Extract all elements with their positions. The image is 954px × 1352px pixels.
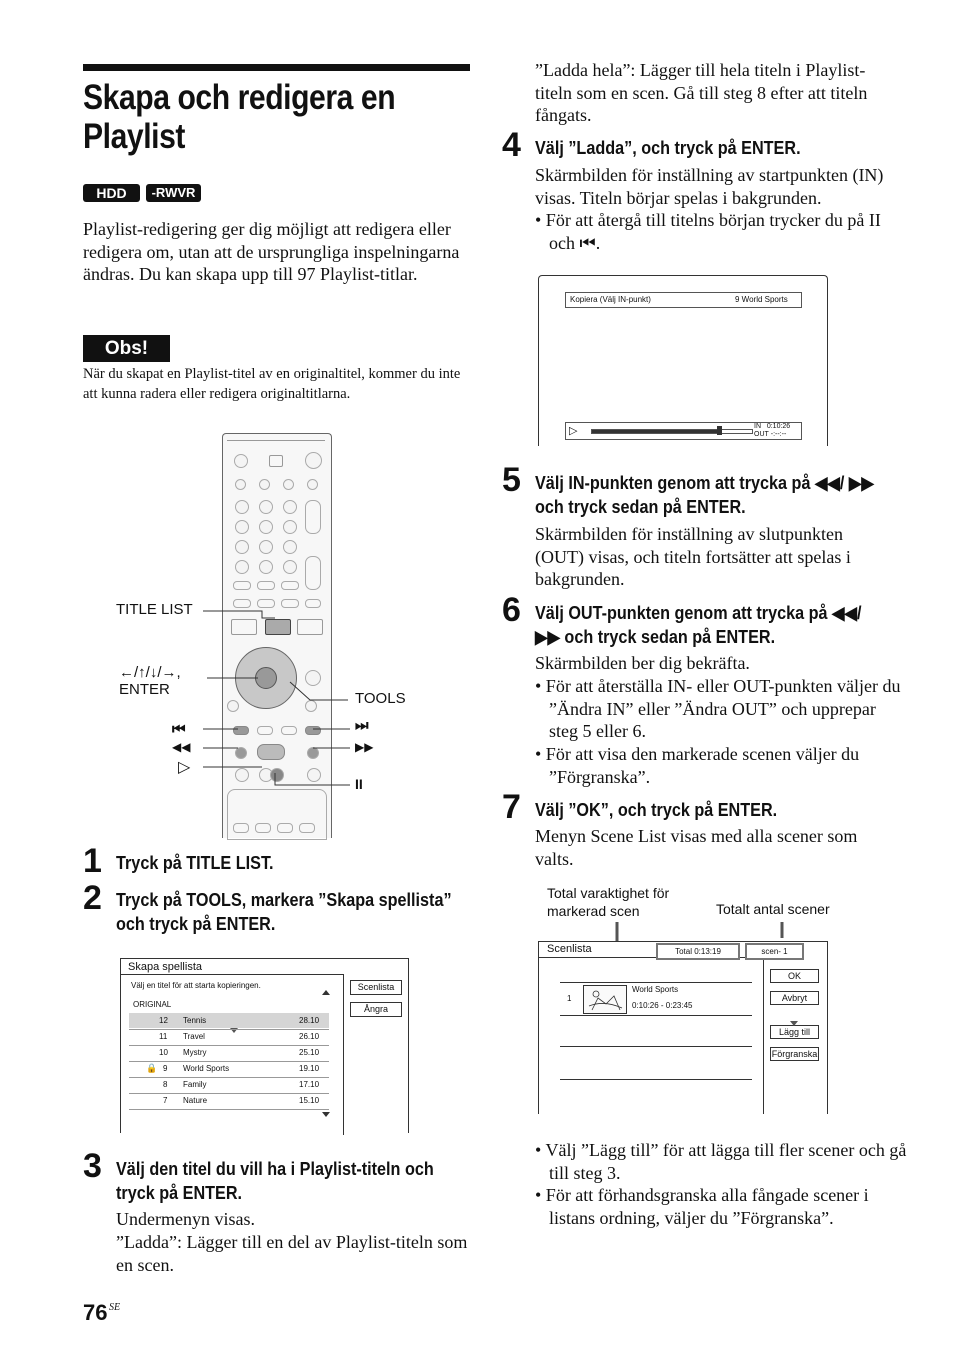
step-4-body: Skärmbilden för inställning av startpunkten (IN) visas. Titeln börjar spelas i bakgrunden. — [535, 165, 884, 208]
kopiera-title: 9 World Sports — [735, 295, 788, 304]
scene-count: scen- 1 — [745, 943, 804, 960]
step-7-number: 7 — [502, 788, 521, 826]
step-6-number: 6 — [502, 591, 521, 629]
step-7-bullet-1: • Välj ”Lägg till” för att lägga till fler scener och gå till steg 3. — [535, 1140, 907, 1183]
step-6-body: Skärmbilden ber dig bekräfta. — [535, 653, 750, 673]
angra-button[interactable]: Ångra — [350, 1002, 402, 1017]
scene-number: 1 — [567, 994, 572, 1003]
rwvr-badge: -RWVR — [146, 184, 201, 202]
lock-icon: 🔒 — [146, 1063, 158, 1073]
in-out-readout: IN 0:10:26 OUT -:--:-- — [754, 423, 791, 438]
cursor-icon — [790, 1021, 798, 1026]
step-7-bullet-2: • För att förhandsgranska alla fångade scener i listans ordning, väljer du ”Förgranska”. — [535, 1185, 869, 1228]
hdd-badge: HDD — [83, 184, 140, 202]
step-2-heading: Tryck på TOOLS, markera ”Skapa spellista” och tryck på ENTER. — [116, 890, 452, 934]
fast-forward-icon: ▶▶ — [355, 740, 374, 754]
step-4-bullet: • För att återgå till titelns början trycker du på II och ⏮. — [535, 210, 881, 253]
step-4-heading: Välj ”Ladda”, och tryck på ENTER. — [535, 138, 801, 158]
page-suffix: SE — [109, 1302, 121, 1313]
scenlista-button[interactable]: Scenlista — [350, 980, 402, 995]
next-icon: ⏭ — [355, 716, 369, 734]
step-1-heading: Tryck på TITLE LIST. — [116, 853, 274, 873]
screen-hint: Välj en titel för att starta kopieringen. — [131, 981, 261, 990]
step-3-body-1: Undermenyn visas. — [116, 1209, 255, 1229]
scene-thumbnail — [583, 985, 627, 1014]
avbryt-button[interactable]: Avbryt — [770, 991, 819, 1005]
title-list-label: TITLE LIST — [116, 601, 193, 618]
scene-list-screen — [538, 941, 828, 1114]
arrows-label: ←/↑/↓/→, — [119, 664, 181, 681]
scene-title: World Sports — [632, 985, 679, 994]
step-3-number: 3 — [83, 1147, 102, 1185]
step-7-body: Menyn Scene List visas med alla scener som valts. — [535, 826, 858, 869]
page-number: 76 — [83, 1300, 108, 1325]
group-label: ORIGINAL — [133, 1000, 172, 1009]
tools-label: TOOLS — [355, 690, 406, 707]
forgranska-button[interactable]: Förgranska — [771, 1049, 818, 1059]
step-5-number: 5 — [502, 461, 521, 499]
pause-icon: II — [355, 776, 363, 792]
step-6-heading: Välj OUT-punkten genom att trycka på ◀◀/ ▶▶ och tryck sedan på ENTER. — [535, 603, 862, 647]
step-3-body-3: ”Ladda hela”: Lägger till hela titeln i Playlist-titeln som en scen. Gå till steg 8 efter att titeln fångats. — [535, 60, 868, 125]
page-title: Skapa och redigera en Playlist — [83, 78, 396, 156]
step-3-heading: Välj den titel du vill ha i Playlist-titeln och tryck på ENTER. — [116, 1159, 434, 1203]
step-6-bullet-1: • För att återställa IN- eller OUT-punkten väljer du ”Ändra IN” eller ”Ändra OUT” och upprepar steg 5 eller 6. — [535, 676, 901, 741]
intro-paragraph: Playlist-redigering ger dig möjligt att redigera eller redigera om, utan att de ursprungliga inspelningarna ändras. Du kan skapa upp till 97 Playlist-titlar. — [83, 219, 460, 284]
scene-time: 0:10:26 - 0:23:45 — [632, 1001, 693, 1010]
step-5-heading: Välj IN-punkten genom att trycka på ◀◀/ ▶▶ och tryck sedan på ENTER. — [535, 473, 874, 517]
prev-icon: ⏮ — [172, 720, 186, 738]
total-duration: Total 0:13:19 — [656, 943, 740, 960]
step-2-number: 2 — [83, 879, 102, 917]
step-6-bullet-2: • För att visa den markerade scenen väljer du ”Förgranska”. — [535, 744, 860, 787]
screen-title: Skapa spellista — [128, 961, 202, 973]
step-1-number: 1 — [83, 842, 102, 880]
callout-total-scenes: Totalt antal scener — [716, 901, 830, 917]
kopiera-label: Kopiera (Välj IN-punkt) — [570, 295, 651, 304]
step-7-heading: Välj ”OK”, och tryck på ENTER. — [535, 800, 778, 820]
obs-label: Obs! — [83, 335, 170, 362]
play-icon: ▷ — [569, 424, 578, 437]
rewind-icon: ◀◀ — [172, 740, 191, 754]
step-4-number: 4 — [502, 126, 521, 164]
obs-text: När du skapat en Playlist-titel av en originaltitel, kommer du inte att kunna radera eller redigera originaltitlarna. — [83, 366, 461, 402]
lagg-till-button[interactable]: Lägg till — [770, 1025, 819, 1039]
ok-button[interactable]: OK — [770, 969, 819, 983]
enter-label: ENTER — [119, 681, 170, 698]
callout-total-duration: Total varaktighet för markerad scen — [547, 885, 670, 919]
play-icon: ▷ — [178, 757, 191, 776]
step-5-body: Skärmbilden för inställning av slutpunkten (OUT) visas, och titeln fortsätter att spelas i bakgrunden. — [535, 524, 851, 589]
step-3-body-2: ”Ladda”: Lägger till en del av Playlist-titeln som en scen. — [116, 1232, 468, 1275]
skapa-spellista-screen: Skapa spellista Välj en titel för att starta kopieringen. ORIGINAL 12 Tennis 28.10 11 Travel 26.10 10 Mystry 25.10 🔒 9 World Sports 19.10 8 Family 17.10 7 Nature 15.10 Scenlista Ångra — [120, 958, 409, 1133]
scene-screen-title: Scenlista — [547, 943, 592, 955]
